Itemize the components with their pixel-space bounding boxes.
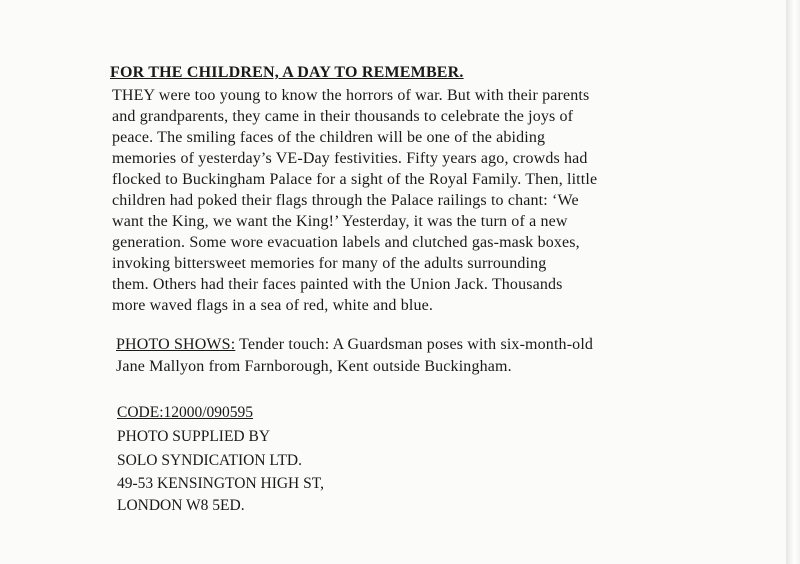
- photo-shows-line: Jane Mallyon from Farnborough, Kent outside Buckingham.: [116, 358, 512, 375]
- story-line: generation. Some wore evacuation labels and clutched gas-mask boxes,: [112, 234, 580, 251]
- supplier-line: 49-53 KENSINGTON HIGH ST,: [117, 475, 324, 492]
- supplier-line: SOLO SYNDICATION LTD.: [117, 452, 303, 469]
- photo-shows-text: Tender touch: A Guardsman poses with six-month-old: [235, 336, 594, 353]
- story-line: THEY were too young to know the horrors of war. But with their parents: [112, 87, 590, 104]
- photo-shows-label: PHOTO SHOWS:: [116, 336, 236, 353]
- supplier-line: PHOTO SUPPLIED BY: [117, 428, 271, 445]
- supplier-line: LONDON W8 5ED.: [117, 497, 245, 514]
- story-line: memories of yesterday’s VE-Day festivities. Fifty years ago, crowds had: [112, 150, 588, 167]
- photo-shows-line: [116, 336, 593, 354]
- page-edge: [786, 0, 800, 564]
- story-line: flocked to Buckingham Palace for a sight of the Royal Family. Then, little: [112, 171, 598, 188]
- story-line: them. Others had their faces painted with the Union Jack. Thousands: [112, 276, 563, 293]
- photo-code: CODE:12000/090595: [117, 404, 254, 421]
- story-line: more waved flags in a sea of red, white and blue.: [112, 297, 434, 314]
- story-line: peace. The smiling faces of the children will be one of the abiding: [112, 129, 546, 146]
- story-line: and grandparents, they came in their thousands to celebrate the joys of: [112, 108, 574, 125]
- story-line: children had poked their flags through the Palace railings to chant: ‘We: [112, 192, 579, 209]
- headline: FOR THE CHILDREN, A DAY TO REMEMBER.: [110, 64, 464, 81]
- story-line: invoking bittersweet memories for many of the adults surrounding: [112, 255, 547, 272]
- story-line: want the King, we want the King!’ Yesterday, it was the turn of a new: [112, 213, 568, 230]
